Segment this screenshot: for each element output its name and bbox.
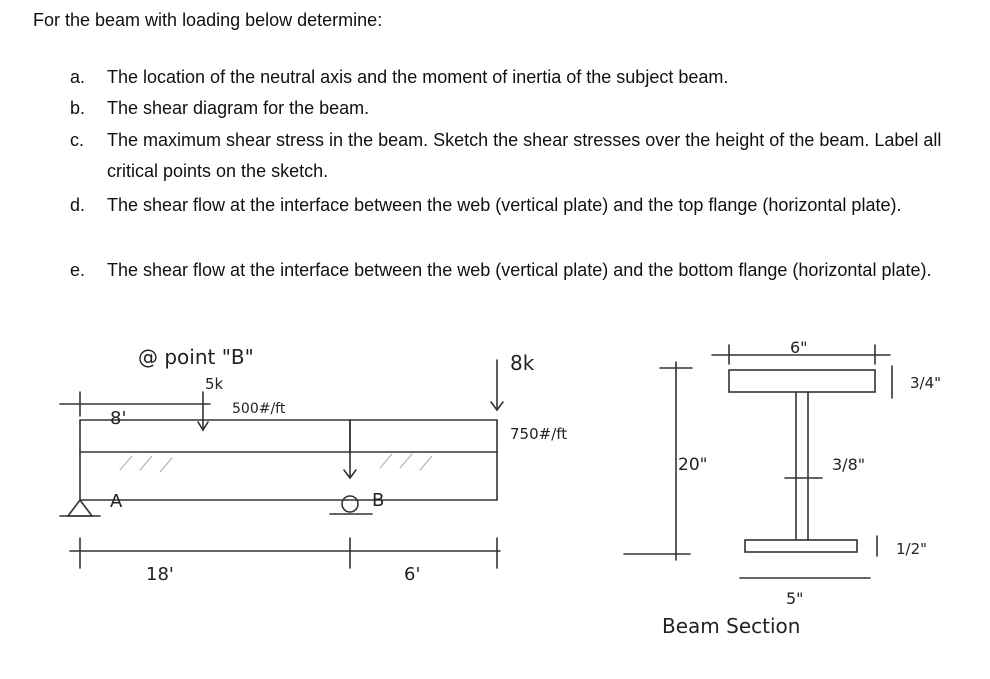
point-b-label: @ point "B" (138, 345, 254, 369)
bottom-width-label: 5" (786, 589, 804, 608)
bottom-flange (745, 540, 857, 552)
question-marker: b. (70, 98, 86, 118)
question-marker: d. (70, 195, 86, 215)
overhang-dim-label: 6' (404, 564, 421, 585)
dim-left-label: 8' (110, 408, 127, 429)
question-text: The shear flow at the interface between the web (vertical plate) and the top flange (horizontal plate). (107, 195, 902, 215)
dist-load-left-label: 500#/ft (232, 401, 286, 417)
problem-intro: For the beam with loading below determine: (33, 10, 383, 30)
support-b-roller (342, 496, 358, 512)
point-load-label: 5k (205, 375, 224, 393)
span-dim-label: 18' (146, 564, 174, 585)
support-a-pin (68, 500, 92, 516)
top-flange (729, 370, 875, 392)
question-text: The shear diagram for the beam. (107, 98, 370, 118)
height-label: 20" (678, 455, 708, 475)
section-caption: Beam Section (662, 614, 801, 638)
support-b-label: B (372, 490, 385, 511)
web-thickness-label: 3/8" (832, 455, 866, 474)
dist-load-right-label: 750#/ft (510, 425, 568, 443)
question-text: The shear flow at the interface between the web (vertical plate) and the bottom flange (horizontal plate). (107, 260, 932, 280)
bottom-thickness-label: 1/2" (896, 540, 928, 558)
question-text: The location of the neutral axis and the moment of inertia of the subject beam. (107, 67, 729, 87)
question-marker: a. (70, 67, 86, 87)
end-load-label: 8k (510, 351, 535, 375)
top-width-label: 6" (790, 338, 808, 357)
question-marker: e. (70, 260, 86, 280)
top-thickness-label: 3/4" (910, 374, 942, 392)
question-marker: c. (70, 130, 85, 150)
support-a-label: A (110, 491, 123, 512)
beam-hatching (120, 454, 432, 472)
dist-load-right-outline (350, 420, 497, 452)
question-text: The maximum shear stress in the beam. Sketch the shear stresses over the height of the beam. Label all critical points on the sketch. (107, 130, 942, 181)
